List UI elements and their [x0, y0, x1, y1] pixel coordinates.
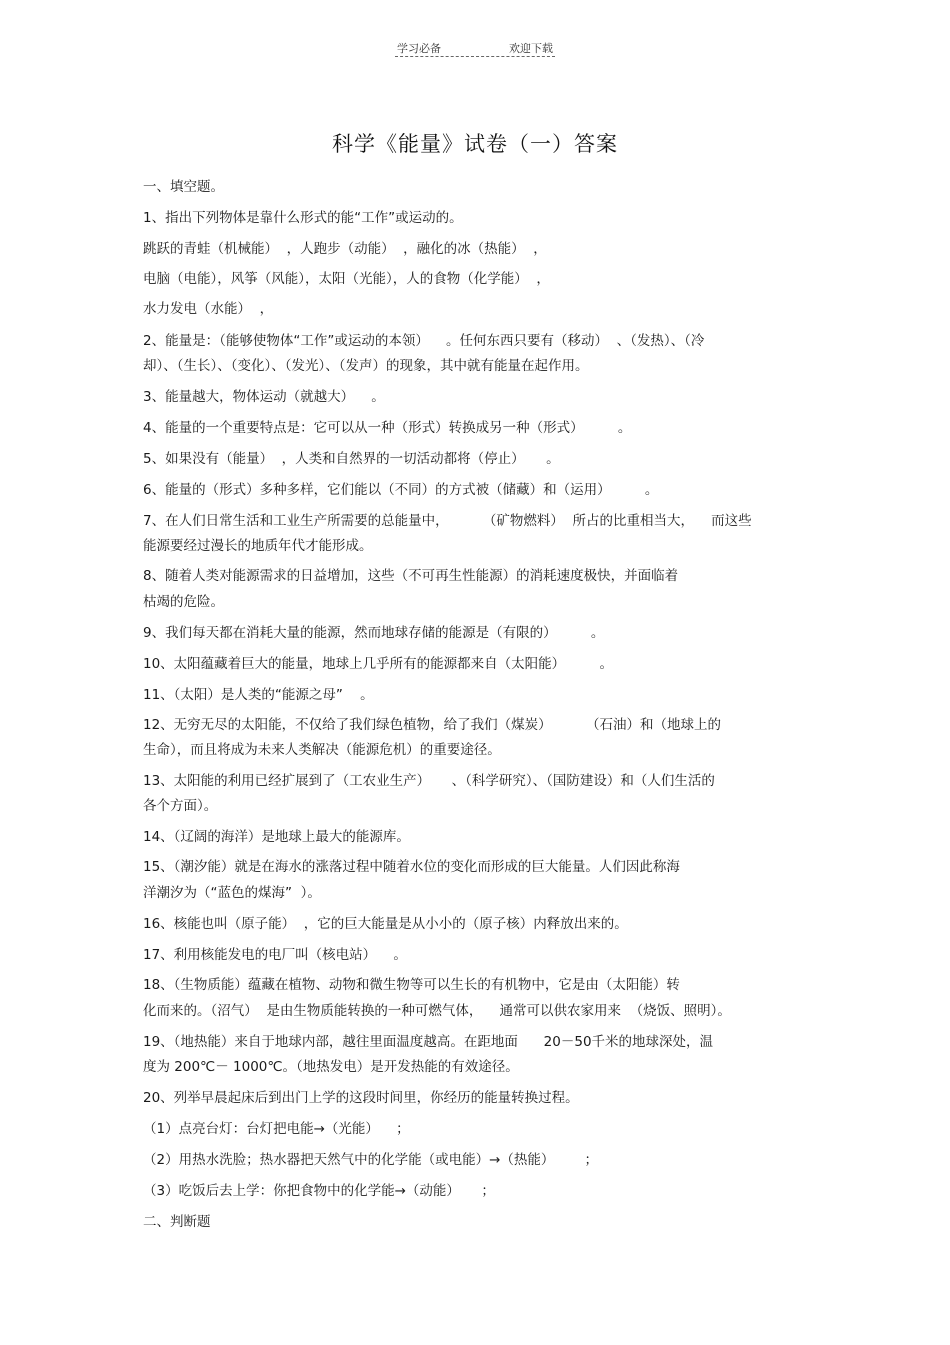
section-heading: 一、填空题。: [143, 179, 224, 195]
answer-line: 10、太阳蕴藏着巨大的能量，地球上几乎所有的能源都来自（太阳能） 。: [143, 656, 614, 672]
answer-line: 2、能量是：（能够使物体“工作”或运动的本领） 。任何东西只要有（移动） 、（发热）、（冷: [143, 333, 705, 349]
answer-line: 8、随着人类对能源需求的日益增加，这些（不可再生性能源）的消耗速度极快，并面临着: [143, 568, 679, 584]
answer-line: 15、（潮汐能）就是在海水的涨落过程中随着水位的变化而形成的巨大能量。人们因此称海: [143, 859, 680, 875]
page-title: 科学《能量》试卷（一）答案: [332, 132, 618, 156]
answer-line: 5、如果没有（能量） ，人类和自然界的一切活动都将（停止） 。: [143, 451, 560, 467]
answer-line: 9、我们每天都在消耗大量的能源，然而地球存储的能源是（有限的） 。: [143, 625, 605, 641]
answer-line: 14、（辽阔的海洋）是地球上最大的能源库。: [143, 829, 410, 845]
answer-line: 度为 200℃－ 1000℃。（地热发电）是开发热能的有效途径。: [143, 1059, 519, 1075]
answer-line: 4、能量的一个重要特点是：它可以从一种（形式）转换成另一种（形式） 。: [143, 420, 632, 436]
answer-line: 7、在人们日常生活和工业生产所需要的总能量中， （矿物燃料） 所占的比重相当大， 而这些: [143, 513, 752, 529]
answer-line: 能源要经过漫长的地质年代才能形成。: [143, 538, 373, 554]
section-heading: 二、判断题: [143, 1214, 211, 1230]
answer-line: 3、能量越大，物体运动（就越大） 。: [143, 389, 385, 405]
answer-line: 11、（太阳）是人类的“能源之母” 。: [143, 687, 374, 703]
answer-line: 18、（生物质能）蕴藏在植物、动物和微生物等可以生长的有机物中，它是由（太阳能）转: [143, 977, 680, 993]
answer-line: 6、能量的（形式）多种多样，它们能以（不同）的方式被（储藏）和（运用） 。: [143, 482, 659, 498]
answer-line: 水力发电（水能） ，: [143, 301, 274, 317]
page-header: [395, 40, 555, 58]
answer-line: 16、核能也叫（原子能） ，它的巨大能量是从小小的（原子核）内释放出来的。: [143, 916, 628, 932]
answer-line: 电脑（电能），风筝（风能），太阳（光能），人的食物（化学能） ，: [143, 271, 550, 287]
answer-line: （2）用热水洗脸；热水器把天然气中的化学能（或电能）→（热能） ；: [143, 1152, 598, 1168]
header-right-text: 欢迎下载: [509, 42, 553, 55]
answer-line: 却）、（生长）、（变化）、（发光）、（发声）的现象，其中就有能量在起作用。: [143, 358, 589, 374]
answer-line: 枯竭的危险。: [143, 594, 224, 610]
header-left-text: 学习必备: [397, 42, 441, 55]
answer-line: （1）点亮台灯：台灯把电能→（光能） ；: [143, 1121, 410, 1137]
answer-line: 各个方面）。: [143, 798, 218, 814]
answer-line: 13、太阳能的利用已经扩展到了（工农业生产） 、（科学研究）、（国防建设）和（人们生活的: [143, 773, 715, 789]
answer-line: 1、指出下列物体是靠什么形式的能“工作”或运动的。: [143, 210, 463, 226]
answer-line: 19、（地热能）来自于地球内部，越往里面温度越高。在距地面 20－50千米的地球深处，温: [143, 1034, 714, 1050]
answer-line: 化而来的。（沼气） 是由生物质能转换的一种可燃气体， 通常可以供农家用来 （烧饭、照明）。: [143, 1003, 731, 1019]
header-dashed-rule: [395, 56, 555, 57]
answer-line: 跳跃的青蛙（机械能） ，人跑步（动能） ，融化的冰（热能） ，: [143, 241, 547, 257]
answer-line: 17、利用核能发电的电厂叫（核电站） 。: [143, 947, 407, 963]
answer-line: （3）吃饭后去上学：你把食物中的化学能→（动能） ；: [143, 1183, 495, 1199]
answer-line: 洋潮汐为（“蓝色的煤海” ）。: [143, 885, 321, 901]
answer-line: 20、列举早晨起床后到出门上学的这段时间里，你经历的能量转换过程。: [143, 1090, 579, 1106]
answer-line: 12、无穷无尽的太阳能，不仅给了我们绿色植物，给了我们（煤炭） （石油）和（地球上的: [143, 717, 722, 733]
answer-line: 生命），而且将成为未来人类解决（能源危机）的重要途径。: [143, 742, 501, 758]
